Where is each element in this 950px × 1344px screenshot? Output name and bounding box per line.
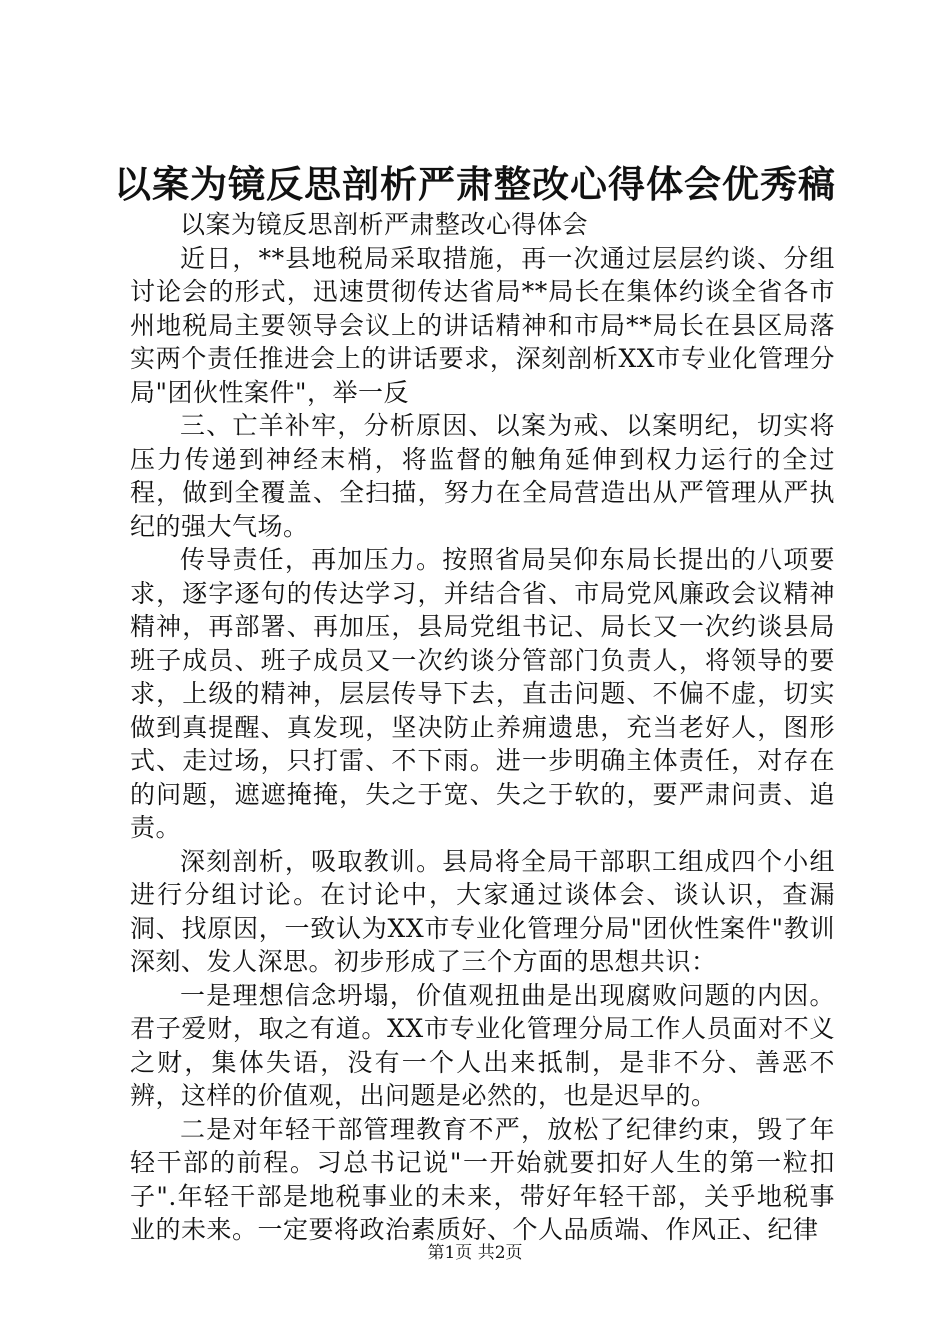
document-title: 以案为镜反思剖析严肃整改心得体会优秀稿: [114, 162, 836, 206]
body-paragraph: 一是理想信念坍塌，价值观扭曲是出现腐败问题的内因。君子爱财，取之有道。XX市专业化管理分局工作人员面对不义之财，集体失语，没有一个人出来抵制，是非不分、善恶不辨，这样的价值观，出问题是必然的，也是迟早的。: [130, 980, 835, 1110]
document-body: [130, 208, 835, 1247]
body-paragraph: 二是对年轻干部管理教育不严，放松了纪律约束，毁了年轻干部的前程。习总书记说"一开始就要扣好人生的第一粒扣子".年轻干部是地税事业的未来，带好年轻干部，关乎地税事业的未来。一定要将政治素质好、个人品质端、作风正、纪律: [130, 1114, 835, 1244]
body-paragraph: 近日，**县地税局采取措施，再一次通过层层约谈、分组讨论会的形式，迅速贯彻传达省局**局长在集体约谈全省各市州地税局主要领导会议上的讲话精神和市局**局长在县区局落实两个责任推进会上的讲话要求，深刻剖析XX市专业化管理分局"团伙性案件"，举一反: [130, 243, 835, 407]
body-paragraph: 传导责任，再加压力。按照省局吴仰东局长提出的八项要求，逐字逐句的传达学习，并结合省、市局党风廉政会议精神精神，再部署、再加压，县局党组书记、局长又一次约谈县局班子成员、班子成员又一次约谈分管部门负责人，将领导的要求，上级的精神，层层传导下去，直击问题、不偏不虚，切实做到真提醒、真发现，坚决防止养痈遗患，充当老好人，图形式、走过场，只打雷、不下雨。进一步明确主体责任，对存在的问题，遮遮掩掩，失之于宽、失之于软的，要严肃问责、追责。: [130, 545, 835, 842]
page-footer: 第1页 共2页: [427, 1243, 523, 1263]
body-paragraph: 三、亡羊补牢，分析原因、以案为戒、以案明纪，切实将压力传递到神经末梢，将监督的触角延伸到权力运行的全过程，做到全覆盖、全扫描，努力在全局营造出从严管理从严执纪的强大气场。: [130, 411, 835, 541]
subtitle-paragraph: 以案为镜反思剖析严肃整改心得体会: [180, 210, 589, 239]
body-paragraph: 深刻剖析，吸取教训。县局将全局干部职工组成四个小组进行分组讨论。在讨论中，大家通过谈体会、谈认识，查漏洞、找原因，一致认为XX市专业化管理分局"团伙性案件"教训深刻、发人深思。初步形成了三个方面的思想共识：: [130, 846, 835, 976]
